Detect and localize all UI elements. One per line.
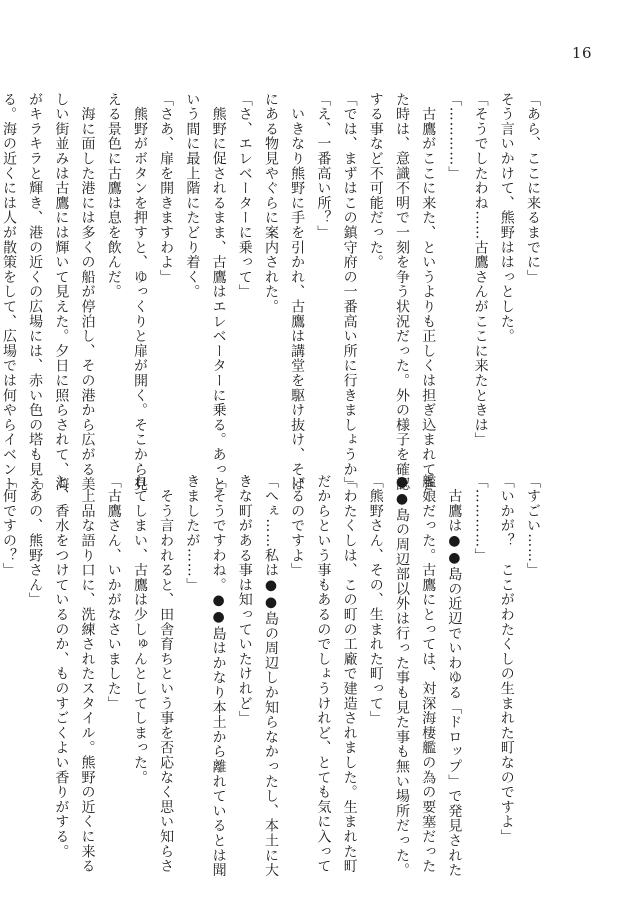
- text-line: 「え、一番高い所？」: [315, 92, 332, 240]
- text-line: にある物見やぐらに案内された。: [262, 92, 279, 314]
- text-line: 古鷹がここに来た、というよりも正しくは担ぎ込まれてき: [420, 92, 437, 492]
- text-line: 「あら、ここに来るまでに」: [525, 92, 541, 285]
- text-line: いるのですよ」: [289, 474, 306, 578]
- page-number: 16: [571, 44, 592, 62]
- text-line: 「熊野さん、その、生まれた町って」: [367, 474, 384, 726]
- text-line: 「いかが？ ここがわたくしの生まれた町なのですよ」: [498, 474, 515, 844]
- text-line: する事など不可能だった。: [367, 92, 384, 270]
- text-line: 上品な語り口に、洗練されたスタイル。熊野の近くに来る: [79, 474, 96, 874]
- text-line: 「さ、エレベーターに乗って」: [236, 92, 253, 300]
- text-line: 「そうですわね。●●島はかなり本土から離れているとは聞: [210, 474, 227, 878]
- upper-text-block: [0, 92, 546, 492]
- text-line: 熊野がボタンを押すと、ゆっくりと扉が開く。そこから見: [131, 92, 148, 492]
- text-line: しい街並みは古鷹には輝いて見えた。夕日に照らされて、海: [53, 92, 70, 492]
- text-line: きましたが……」: [184, 474, 201, 593]
- text-line: 熊野に促されるまま、古鷹はエレベーターに乗る。あっと: [210, 92, 227, 492]
- text-line: 「あの、熊野さん」: [27, 474, 44, 608]
- text-line: いう間に最上階にたどり着く。: [184, 92, 201, 300]
- text-line: る。海の近くには人が散策をして、広場では何やらイベント: [0, 92, 17, 492]
- text-line: 海に面した港には多くの船が停泊し、その港から広がる美: [79, 92, 96, 492]
- text-line: 艦娘だった。古鷹にとっては、対深海棲艦の為の要塞だった: [420, 474, 437, 874]
- text-line: える景色に古鷹は息を飲んだ。: [105, 92, 122, 300]
- text-line: 「へぇ……私は●●島の周辺しか知らなかったし、本土に大: [262, 474, 279, 878]
- text-line: 「そうでしたわね……古鷹さんがここに来たときは」: [472, 92, 489, 448]
- text-line: 「では、まずはこの鎮守府の一番高い所に行きましょうか」: [341, 92, 358, 492]
- text-line: きな町がある事は知っていたけれど」: [236, 474, 253, 726]
- text-line: 「わたくしは、この町の工廠で建造されました。生まれた町: [341, 474, 358, 874]
- text-line: いきなり熊野に手を引かれ、古鷹は講堂を駆け抜け、そば: [289, 92, 306, 492]
- text-line: 「…………」: [472, 474, 489, 563]
- text-line: 「さあ、扉を開きますわよ」: [158, 92, 175, 285]
- text-line: ●●島の周辺部以外は行った事も見た事も無い場所だった。: [393, 474, 410, 878]
- text-line: と、香水をつけているのか、ものすごくよい香りがする。: [53, 474, 70, 859]
- text-line: 「すごい……」: [525, 474, 541, 578]
- text-line: 古鷹は●●島の近辺でいわゆる「ドロップ」で発見された: [446, 474, 463, 878]
- text-line: そう言われると、田舎育ちという事を否応なく思い知らさ: [158, 474, 175, 874]
- text-line: 「何ですの？」: [0, 474, 17, 578]
- text-line: だからという事もあるのでしょうけれど、とても気に入って: [315, 474, 332, 874]
- text-line: がキラキラと輝き、港の近くの広場には、赤い色の塔も見え: [27, 92, 44, 492]
- text-line: 「古鷹さん、いかがなさいました」: [105, 474, 122, 711]
- lower-text-block: [0, 474, 546, 878]
- text-line: れてしまい、古鷹は少しゅんとしてしまった。: [131, 474, 148, 785]
- text-line: そう言いかけて、熊野ははっとした。: [498, 92, 515, 344]
- text-line: た時は、意識不明で一刻を争う状況だった。外の様子を確認: [393, 92, 410, 492]
- text-line: 「…………」: [446, 92, 463, 181]
